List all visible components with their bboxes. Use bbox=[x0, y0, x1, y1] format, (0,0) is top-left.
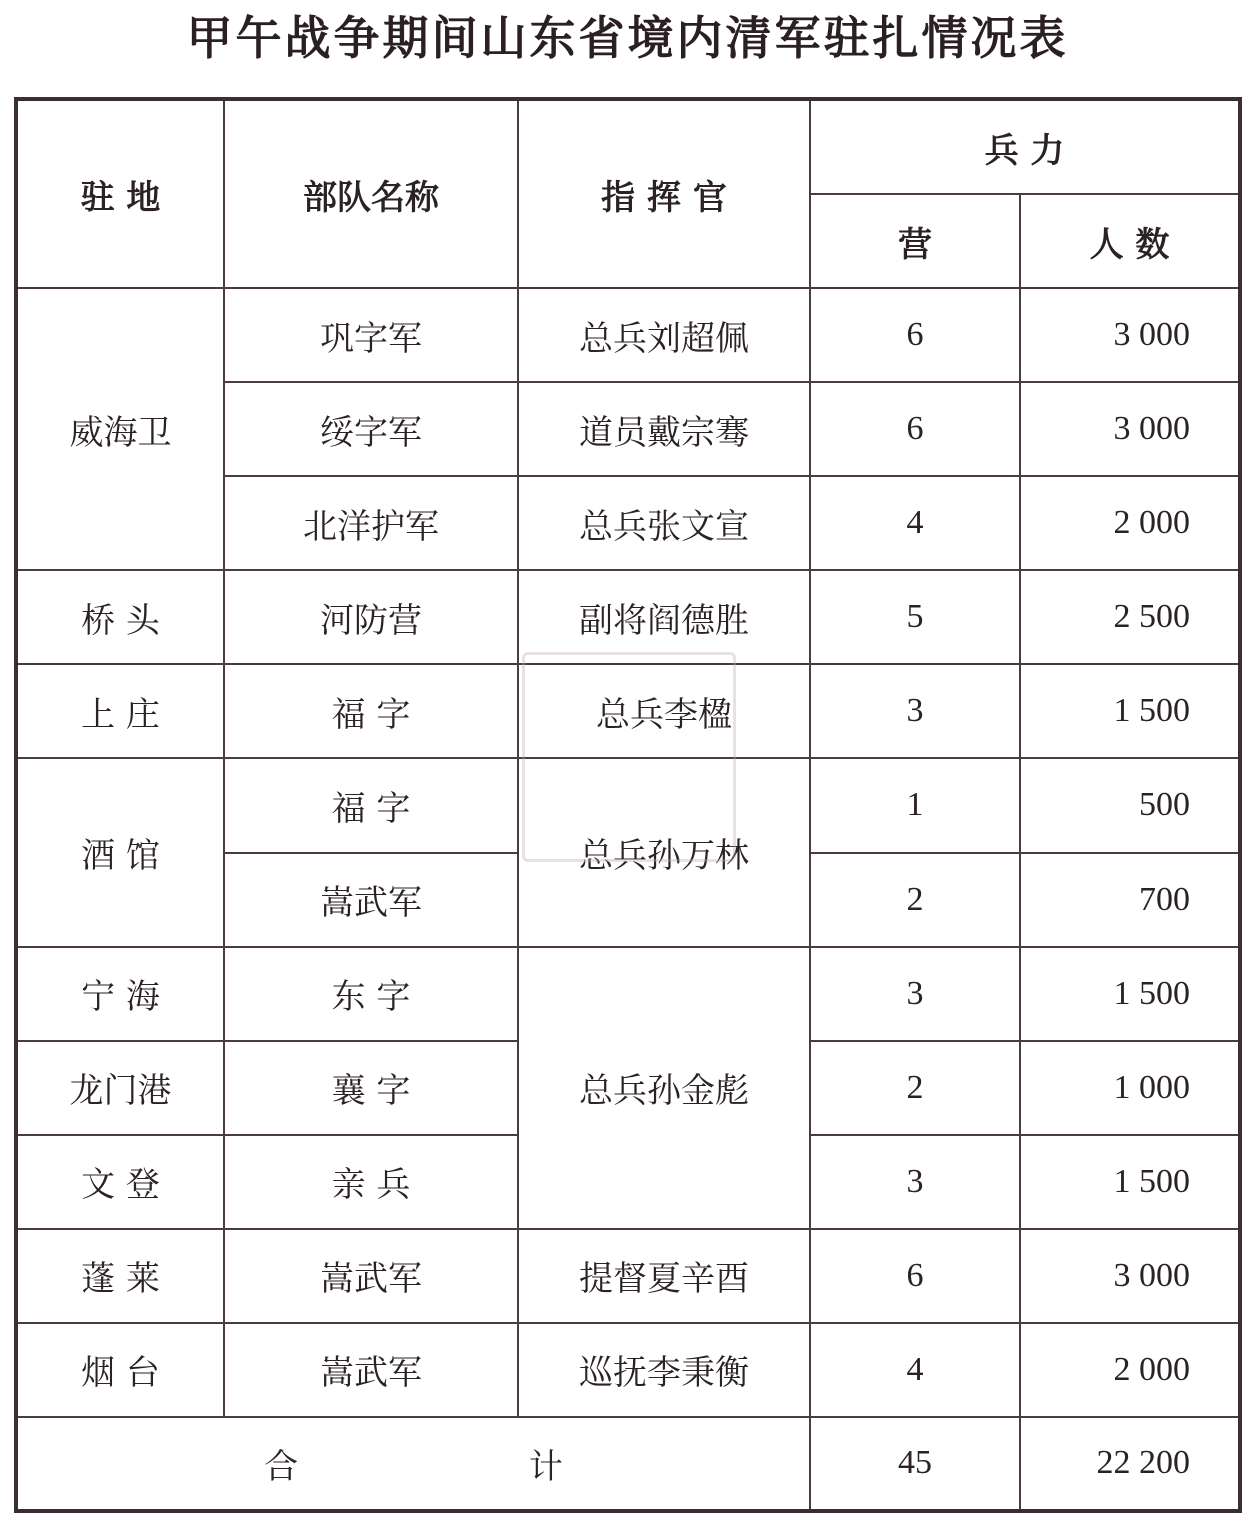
header-battalions: 营 bbox=[810, 194, 1020, 288]
commander-cell: 总兵张文宣 bbox=[518, 476, 810, 570]
commander-cell: 总兵李楹 bbox=[518, 664, 810, 758]
table-row bbox=[16, 664, 1240, 758]
unit-cell: 福 字 bbox=[224, 664, 518, 758]
battalions-cell: 3 bbox=[810, 1135, 1020, 1229]
station-cell: 酒 馆 bbox=[16, 758, 224, 946]
station-cell: 文 登 bbox=[16, 1135, 224, 1229]
unit-cell: 巩字军 bbox=[224, 288, 518, 382]
unit-cell: 嵩武军 bbox=[224, 1229, 518, 1323]
battalions-cell: 3 bbox=[810, 947, 1020, 1041]
header-people: 人 数 bbox=[1020, 194, 1240, 288]
battalions-cell: 6 bbox=[810, 382, 1020, 476]
commander-cell: 总兵孙万林 bbox=[518, 758, 810, 946]
people-cell: 1 500 bbox=[1020, 664, 1240, 758]
people-cell: 3 000 bbox=[1020, 288, 1240, 382]
table-row bbox=[16, 758, 1240, 852]
unit-cell: 河防营 bbox=[224, 570, 518, 664]
unit-cell: 福 字 bbox=[224, 758, 518, 852]
unit-cell: 绥字军 bbox=[224, 382, 518, 476]
unit-cell: 襄 字 bbox=[224, 1041, 518, 1135]
people-cell: 3 000 bbox=[1020, 382, 1240, 476]
station-cell: 威海卫 bbox=[16, 288, 224, 570]
people-cell: 3 000 bbox=[1020, 1229, 1240, 1323]
total-people: 22 200 bbox=[1020, 1417, 1240, 1511]
commander-cell: 总兵刘超佩 bbox=[518, 288, 810, 382]
table-title: 甲午战争期间山东省境内清军驻扎情况表 bbox=[186, 11, 1069, 65]
battalions-cell: 2 bbox=[810, 853, 1020, 947]
station-cell: 烟 台 bbox=[16, 1323, 224, 1417]
commander-cell: 巡抚李秉衡 bbox=[518, 1323, 810, 1417]
battalions-cell: 2 bbox=[810, 1041, 1020, 1135]
total-row bbox=[16, 1417, 1240, 1511]
table-row bbox=[16, 1323, 1240, 1417]
commander-cell: 总兵孙金彪 bbox=[518, 947, 810, 1229]
header-commander: 指 挥 官 bbox=[518, 99, 810, 288]
battalions-cell: 6 bbox=[810, 288, 1020, 382]
battalions-cell: 3 bbox=[810, 664, 1020, 758]
station-cell: 桥 头 bbox=[16, 570, 224, 664]
unit-cell: 北洋护军 bbox=[224, 476, 518, 570]
table-row bbox=[16, 1229, 1240, 1323]
commander-cell: 提督夏辛酉 bbox=[518, 1229, 810, 1323]
people-cell: 500 bbox=[1020, 758, 1240, 852]
header-unit: 部队名称 bbox=[224, 99, 518, 288]
total-label: 合 计 bbox=[16, 1417, 810, 1511]
people-cell: 1 500 bbox=[1020, 947, 1240, 1041]
unit-cell: 嵩武军 bbox=[224, 1323, 518, 1417]
table-row bbox=[16, 288, 1240, 382]
people-cell: 1 000 bbox=[1020, 1041, 1240, 1135]
troop-table bbox=[14, 97, 1242, 1513]
battalions-cell: 5 bbox=[810, 570, 1020, 664]
header-station: 驻 地 bbox=[16, 99, 224, 288]
unit-cell: 嵩武军 bbox=[224, 853, 518, 947]
station-cell: 上 庄 bbox=[16, 664, 224, 758]
table-row bbox=[16, 947, 1240, 1041]
people-cell: 700 bbox=[1020, 853, 1240, 947]
station-cell: 宁 海 bbox=[16, 947, 224, 1041]
battalions-cell: 4 bbox=[810, 1323, 1020, 1417]
total-battalions: 45 bbox=[810, 1417, 1020, 1511]
people-cell: 2 000 bbox=[1020, 476, 1240, 570]
people-cell: 1 500 bbox=[1020, 1135, 1240, 1229]
battalions-cell: 1 bbox=[810, 758, 1020, 852]
unit-cell: 东 字 bbox=[224, 947, 518, 1041]
header-strength: 兵 力 bbox=[810, 99, 1240, 194]
table-row bbox=[16, 570, 1240, 664]
commander-cell: 道员戴宗骞 bbox=[518, 382, 810, 476]
station-cell: 龙门港 bbox=[16, 1041, 224, 1135]
unit-cell: 亲 兵 bbox=[224, 1135, 518, 1229]
commander-cell: 副将阎德胜 bbox=[518, 570, 810, 664]
station-cell: 蓬 莱 bbox=[16, 1229, 224, 1323]
people-cell: 2 500 bbox=[1020, 570, 1240, 664]
battalions-cell: 4 bbox=[810, 476, 1020, 570]
people-cell: 2 000 bbox=[1020, 1323, 1240, 1417]
battalions-cell: 6 bbox=[810, 1229, 1020, 1323]
